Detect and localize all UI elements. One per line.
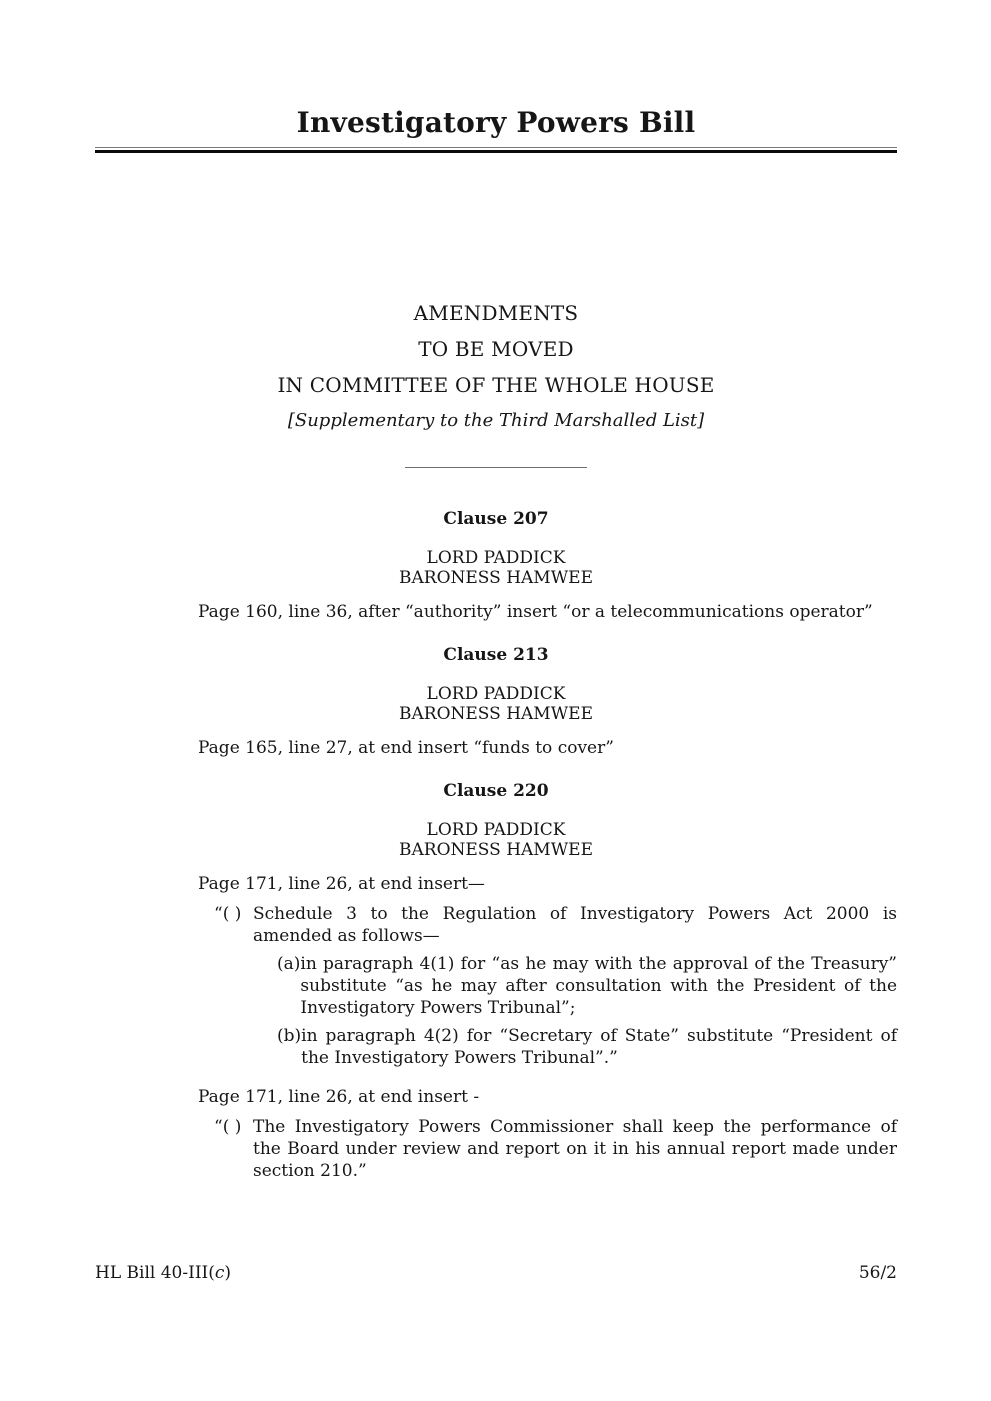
paragraph-text: The Investigatory Powers Commissioner shall keep the performance of the Board under review and report on it in his annual report made under section 210.” xyxy=(253,1117,897,1181)
amendment-instruction: Page 171, line 26, at end insert - xyxy=(198,1087,480,1107)
sponsor-lord-paddick: LORD PADDICK xyxy=(426,820,566,840)
paragraph-text: Schedule 3 to the Regulation of Investigatory Powers Act 2000 is amended as follows— xyxy=(253,904,897,946)
page-footer xyxy=(95,1262,897,1284)
clause-207-section xyxy=(95,508,897,623)
subitem-b-marker: (b) xyxy=(277,1026,302,1046)
amendment-group-1 xyxy=(95,873,897,1069)
amendment-instruction: Page 160, line 36, after “authority” insert “or a telecommunications operator” xyxy=(198,602,873,622)
sponsor-lord-paddick: LORD PADDICK xyxy=(426,548,566,568)
bill-reference-prefix: HL Bill 40-III( xyxy=(95,1263,215,1283)
amendment-instruction: Page 171, line 26, at end insert— xyxy=(198,874,485,894)
clause-213-heading: Clause 213 xyxy=(443,645,549,665)
sponsor-lord-paddick: LORD PADDICK xyxy=(426,684,566,704)
clause-213-sponsors xyxy=(95,684,897,724)
subitem-b xyxy=(277,1025,897,1069)
amendment-paragraph xyxy=(214,1116,897,1182)
sponsor-baroness-hamwee: BARONESS HAMWEE xyxy=(399,704,593,724)
subitem-b-text: in paragraph 4(2) for “Secretary of State” substitute “President of the Investigatory Powers Tribunal”.” xyxy=(301,1026,897,1068)
clause-213-section xyxy=(95,644,897,759)
clause-207-sponsors xyxy=(95,548,897,588)
sponsor-baroness-hamwee: BARONESS HAMWEE xyxy=(399,840,593,860)
amendment-paragraph xyxy=(214,903,897,947)
sponsor-baroness-hamwee: BARONESS HAMWEE xyxy=(399,568,593,588)
title-double-rule xyxy=(95,147,897,153)
header-supplementary-note: [Supplementary to the Third Marshalled List] xyxy=(287,410,705,431)
paragraph-marker: “( ) xyxy=(214,1117,242,1137)
clause-220-section xyxy=(95,780,897,1182)
amendments-header xyxy=(95,303,897,468)
subitem-a xyxy=(277,953,897,1019)
clause-220-sponsors xyxy=(95,820,897,860)
rule-thick xyxy=(95,150,897,153)
bill-reference xyxy=(95,1262,231,1284)
clause-220-heading: Clause 220 xyxy=(443,781,549,801)
bill-reference-suffix: ) xyxy=(224,1263,232,1283)
amendment-instruction: Page 165, line 27, at end insert “funds to cover” xyxy=(198,738,614,758)
page-content xyxy=(0,106,991,1182)
paragraph-marker: “( ) xyxy=(214,904,242,924)
header-committee: IN COMMITTEE OF THE WHOLE HOUSE xyxy=(277,373,715,397)
rule-thin xyxy=(95,147,897,148)
amendment-group-2 xyxy=(95,1086,897,1182)
section-divider xyxy=(405,467,587,468)
subitem-a-text: in paragraph 4(1) for “as he may with the approval of the Treasury” substitute “as he may after consultation with the President of the Investigatory Powers Tribunal”; xyxy=(300,954,897,1018)
page-number: 56/2 xyxy=(858,1263,897,1283)
header-amendments: AMENDMENTS xyxy=(413,301,579,325)
document-title: Investigatory Powers Bill xyxy=(296,106,696,139)
subitem-a-marker: (a) xyxy=(277,954,301,974)
clause-207-heading: Clause 207 xyxy=(443,509,549,529)
bill-reference-italic: c xyxy=(214,1263,225,1283)
header-to-be-moved: TO BE MOVED xyxy=(418,337,574,361)
